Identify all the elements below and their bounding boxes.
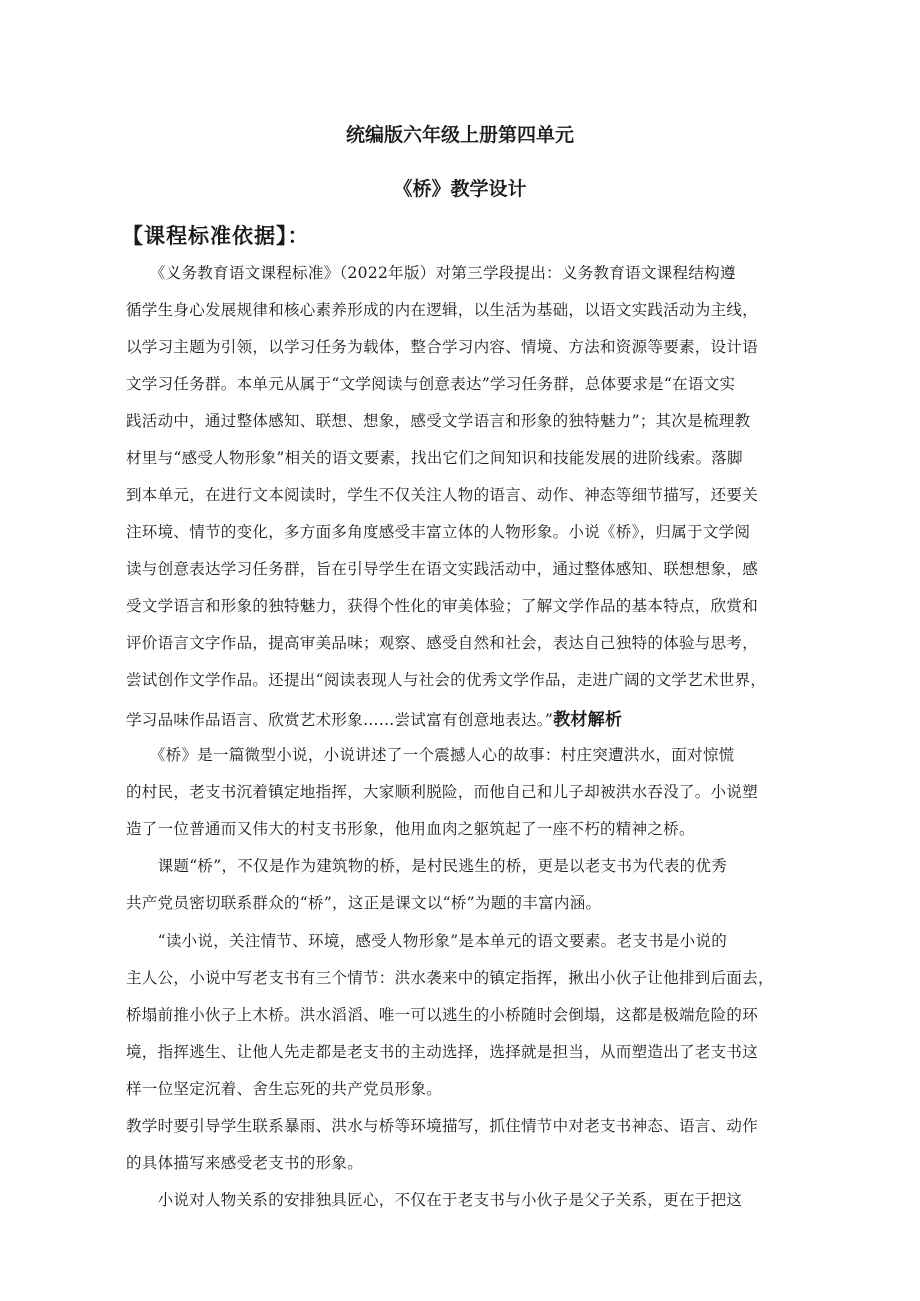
- paragraph-line: 到本单元，在进行文本阅读时，学生不仅关注人物的语言、动作、神态等细节描写，还要关: [126, 486, 759, 504]
- paragraph-line: 受文学语言和形象的独特魅力，获得个性化的审美体验；了解文学作品的基本特点，欣赏和: [126, 597, 759, 615]
- paragraph-line: 循学生身心发展规律和核心素养形成的内在逻辑，以生活为基础，以语文实践活动为主线，: [126, 301, 759, 319]
- paragraph-line: 《桥》是一篇微型小说，小说讲述了一个震撼人心的故事：村庄突遭洪水，面对惊慌: [126, 746, 735, 764]
- paragraph-line: 主人公，小说中写老支书有三个情节：洪水袭来中的镇定指挥，揪出小伙子让他排到后面去，: [126, 969, 774, 987]
- paragraph-line: 注环境、情节的变化，多方面多角度感受丰富立体的人物形象。小说《桥》，归属于文学阅: [126, 523, 751, 541]
- paragraph-line: 造了一位普通而又伟大的村支书形象，他用血肉之躯筑起了一座不朽的精神之桥。: [126, 820, 695, 838]
- document-title-line-2: 《桥》教学设计: [393, 178, 527, 200]
- paragraph-line: 以学习主题为引领，以学习任务为载体，整合学习内容、情境、方法和资源等要素，设计语: [126, 338, 759, 356]
- paragraph-line: 《义务教育语文课程标准》（2022年版）对第三学段提出：义务教育语文课程结构遵: [126, 264, 736, 282]
- paragraph-line: 的具体描写来感受老支书的形象。: [126, 1154, 364, 1172]
- paragraph-line: 文学习任务群。本单元从属于“文学阅读与创意表达”学习任务群，总体要求是“在语文实: [126, 375, 736, 393]
- paragraph-line: 材里与“感受人物形象”相关的语文要素，找出它们之间知识和技能发展的进阶线索。落脚: [126, 449, 743, 467]
- paragraph-line: 读与创意表达学习任务群，旨在引导学生在语文实践活动中，通过整体感知、联想想象，感: [126, 560, 759, 578]
- paragraph-line: 小说对人物关系的安排独具匠心，不仅在于老支书与小伙子是父子关系，更在于把这: [126, 1191, 743, 1209]
- paragraph-line-text: 学习品味作品语言、欣赏艺术形象……尝试富有创意地表达。”: [126, 711, 554, 729]
- paragraph-line: [126, 705, 622, 730]
- paragraph-line: 教学时要引导学生联系暴雨、洪水与桥等环境描写，抓住情节中对老支书神态、语言、动作: [126, 1117, 759, 1135]
- paragraph-line: 桥塌前推小伙子上木桥。洪水滔滔、唯一可以逃生的小桥随时会倒塌，这都是极端危险的环: [126, 1006, 759, 1024]
- paragraph-line: 评价语言文字作品，提高审美品味；观察、感受自然和社会，表达自己独特的体验与思考，: [126, 634, 759, 652]
- paragraph-line: 课题“桥”，不仅是作为建筑物的桥，是村民逃生的桥，更是以老支书为代表的优秀: [126, 857, 728, 875]
- paragraph-line: 共产党员密切联系群众的“桥”，这正是课文以“桥”为题的丰富内涵。: [126, 894, 602, 912]
- paragraph-line: 践活动中，通过整体感知、联想、想象，感受文学语言和形象的独特魅力”；其次是梳理教: [126, 412, 751, 430]
- document-title-line-1: 统编版六年级上册第四单元: [345, 124, 574, 146]
- paragraph-line: 的村民，老支书沉着镇定地指挥，大家顺利脱险，而他自己和儿子却被洪水吞没了。小说塑: [126, 783, 759, 801]
- paragraph-line: 境，指挥逃生、让他人先走都是老支书的主动选择，选择就是担当，从而塑造出了老支书这: [126, 1043, 759, 1061]
- paragraph-line: “读小说，关注情节、环境，感受人物形象”是本单元的语文要素。老支书是小说的: [126, 932, 728, 950]
- section-heading-textbook-analysis: 教材解析: [553, 710, 623, 730]
- section-heading-curriculum-standard: 【课程标准依据】：: [122, 224, 310, 248]
- paragraph-line: 尝试创作文学作品。还提出“阅读表现人与社会的优秀文学作品，走进广阔的文学艺术世界，: [126, 671, 767, 689]
- paragraph-line: 样一位坚定沉着、舍生忘死的共产党员形象。: [126, 1080, 443, 1098]
